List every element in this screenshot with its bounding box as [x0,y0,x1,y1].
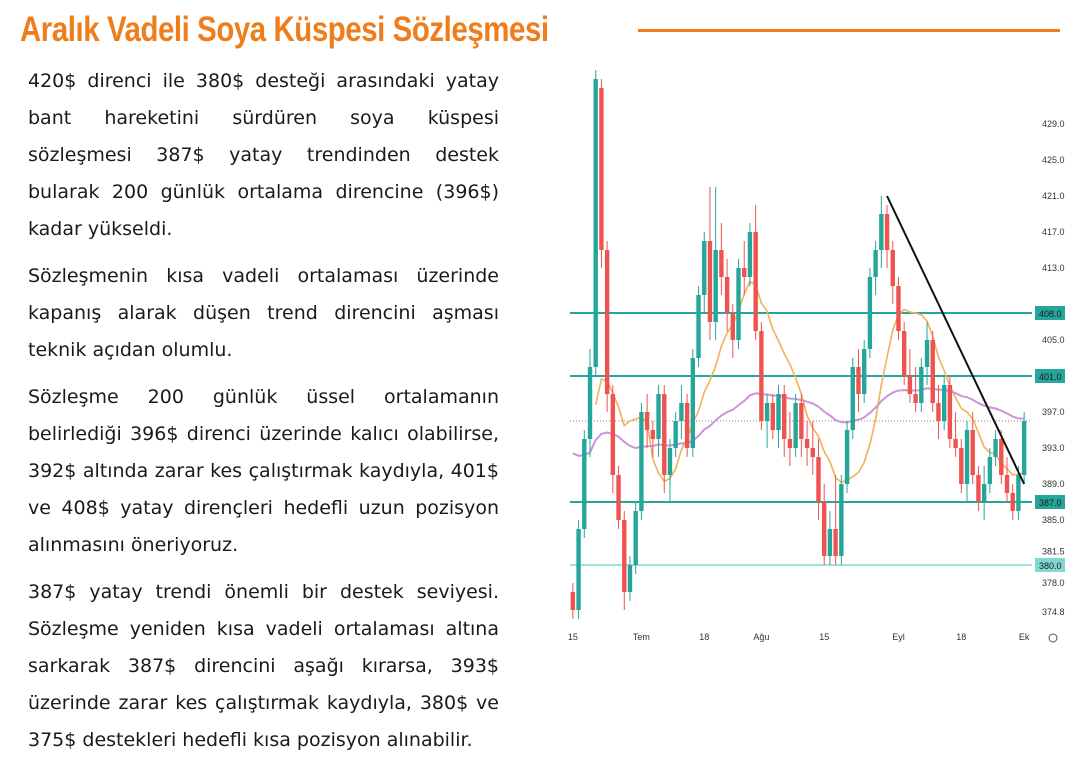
x-tick-label: 15 [567,632,578,642]
candle-body [622,520,626,592]
x-tick-label: Ağu [753,632,770,642]
analysis-text [28,63,499,769]
candle-body [742,268,746,277]
candle-body [731,313,735,340]
settings-icon [1049,634,1057,642]
candle-body [896,286,900,331]
candle-body [713,250,717,322]
candle-body [782,394,786,439]
y-tick-label: 397.0 [1042,407,1065,417]
candle-body [759,331,763,421]
paragraph-2: Sözleşmenin kısa vadeli ortalaması üzerinde kapanış alarak düşen trend direncini aşması teknik açıdan olumlu. [28,265,499,361]
candle-body [639,412,643,511]
x-tick-label: Ek [1018,632,1030,642]
y-tick-label: 381.5 [1042,546,1065,557]
candle-body [891,250,895,286]
price-chart [562,58,1065,658]
candle-body [668,448,672,475]
candle-body [1016,475,1020,511]
candle-body [908,376,912,394]
y-tick-label: 413.0 [1042,263,1065,273]
candle-body [793,403,797,448]
y-tick-label: 429.0 [1042,119,1065,129]
candle-body [999,439,1003,475]
candle-body [611,394,615,475]
candle-body [702,241,706,295]
candle-body [971,430,975,475]
level-badge-label: 401.0 [1039,372,1062,382]
y-tick-label: 374.8 [1042,606,1065,617]
candle-body [788,439,792,448]
candle-body [662,394,666,475]
y-tick-label: 378.0 [1042,578,1065,588]
candle-body [931,340,935,403]
candle-body [942,385,946,421]
candle-body [633,511,637,565]
candle-body [976,475,980,502]
candle-body [719,250,723,277]
candle-body [936,403,940,421]
candle-body [988,457,992,484]
candle-body [628,565,632,592]
candle-body [673,421,677,448]
level-badge-label: 408.0 [1039,309,1062,319]
level-badge-label: 380.0 [1039,561,1062,571]
candle-body [811,448,815,457]
candle-body [799,403,803,439]
candle-body [599,88,603,250]
candle-body [822,502,826,556]
candle-body [576,529,580,610]
candle-body [885,214,889,250]
candle-body [982,484,986,502]
x-tick-label: Eyl [892,632,905,642]
candle-body [839,484,843,556]
candle-body [873,250,877,277]
candle-body [696,295,700,358]
x-tick-label: 18 [699,632,710,642]
candle-body [776,394,780,430]
candle-body [833,529,837,556]
candle-body [725,277,729,313]
y-tick-label: 417.0 [1042,227,1065,237]
candle-body [594,79,598,367]
candle-body [571,592,575,610]
candle-body [816,457,820,502]
candle-body [771,403,775,430]
x-tick-label: Tem [632,632,650,642]
paragraph-4: 387$ yatay trendi önemli bir destek seviyesi. Sözleşme yeniden kısa vadeli ortalaması altına sarkarak 387$ direncini aşağı kırarsa, 393$ üzerinde zarar kes çalıştırmak kaydıyla, 380$ ve 375$ destekleri hedefli kısa pozisyon alınabilir. [28,581,499,751]
candle-body [805,439,809,448]
title-underline [638,29,1060,32]
candle-body [925,340,929,367]
candle-body [965,430,969,484]
candle-body [1022,421,1026,475]
candle-body [948,385,952,439]
candle-body [993,439,997,457]
candle-body [1011,493,1015,511]
candle-body [685,403,689,448]
page-title: Aralık Vadeli Soya Küspesi Sözleşmesi [20,10,549,49]
paragraph-1: 420$ direnci ile 380$ desteği arasındaki yatay bant hareketini sürdüren soya küspesi sözleşmesi 387$ yatay trendinden destek bularak 200 günlük ortalama direncine (396$) kadar yükseldi. [28,70,499,240]
y-tick-label: 393.0 [1042,443,1065,453]
x-tick-label: 15 [819,632,830,642]
candle-body [845,430,849,484]
candle-body [736,268,740,340]
candle-body [765,403,769,421]
candle-body [588,367,592,439]
candle-body [656,394,660,439]
candle-body [708,241,712,322]
candle-body [753,232,757,331]
x-tick-label: 18 [956,632,967,642]
y-tick-label: 385.0 [1042,515,1065,525]
level-badge-label: 387.0 [1039,498,1062,508]
candle-body [902,331,906,376]
candle-body [953,439,957,448]
y-tick-label: 425.0 [1042,155,1065,165]
candle-body [582,439,586,529]
y-tick-label: 421.0 [1042,191,1065,201]
y-tick-label: 389.0 [1042,479,1065,489]
candle-body [679,403,683,421]
candle-body [605,250,609,394]
candle-body [651,430,655,439]
candle-body [959,448,963,484]
candle-body [879,214,883,250]
candle-body [616,475,620,520]
candle-body [856,367,860,394]
candle-body [913,394,917,403]
paragraph-3: Sözleşme 200 günlük üssel ortalamanın belirlediği 396$ direnci üzerinde kalıcı olabilirse, 392$ altında zarar kes çalıştırmak kaydıyla, 401$ ve 408$ yatay dirençleri hedefli uzun pozisyon alınmasını öneriyoruz. [28,386,499,556]
candle-body [691,358,695,448]
y-tick-label: 405.0 [1042,335,1065,345]
candle-body [868,277,872,349]
candle-body [851,367,855,430]
candle-body [645,412,649,430]
candle-body [1005,475,1009,493]
candle-body [862,349,866,394]
candle-body [748,232,752,277]
candle-body [919,367,923,403]
candle-body [828,529,832,556]
